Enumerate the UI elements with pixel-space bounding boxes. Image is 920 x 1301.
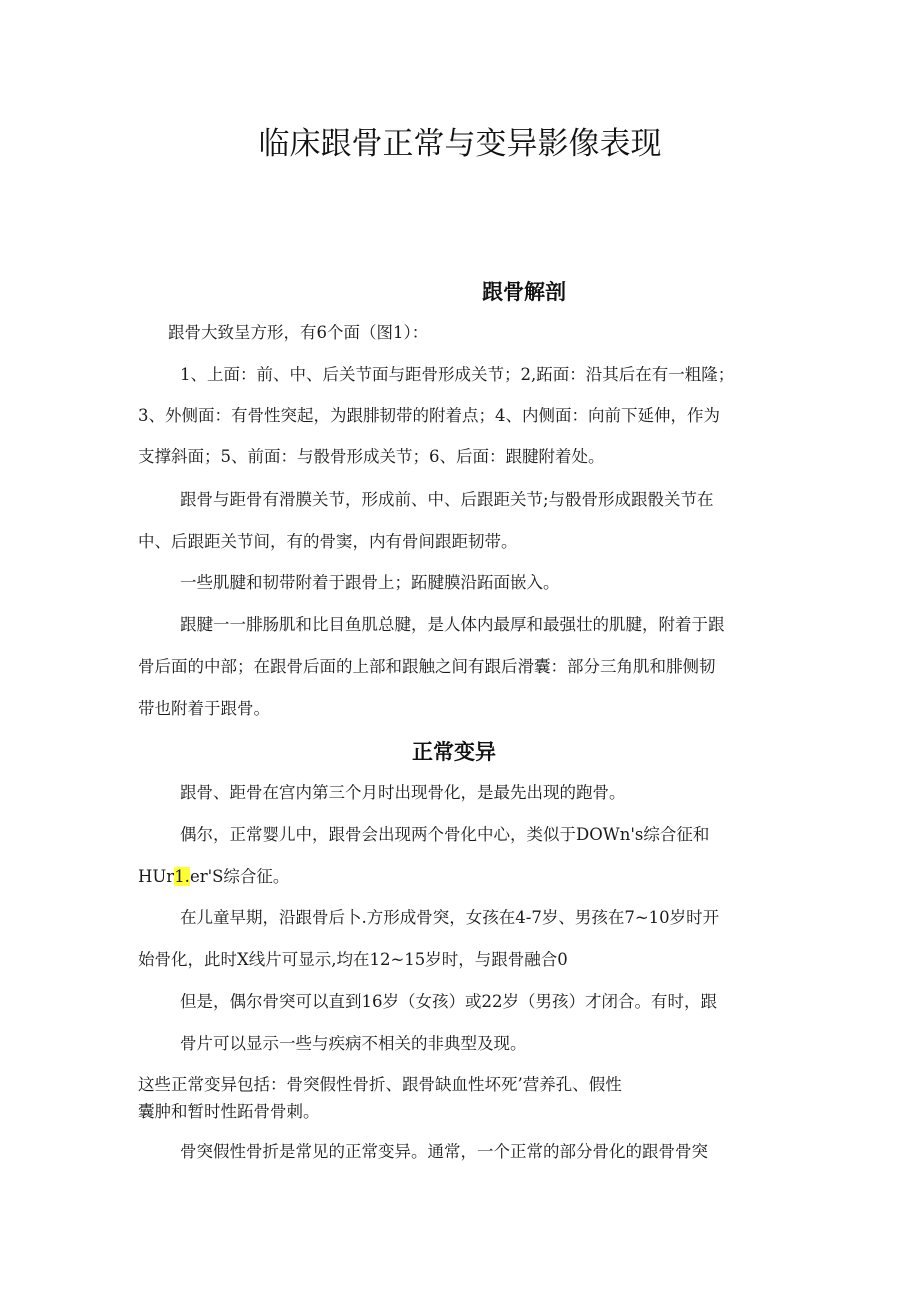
paragraph-line: 偶尔，正常婴儿中，跟骨会出现两个骨化中心，类似于DOWn's综合征和 (180, 825, 710, 844)
paragraph-line: 但是，偶尔骨突可以直到16岁（女孩）或22岁（男孩）才闭合。有时，跟 (180, 992, 717, 1011)
paragraph-line: 这些正常变异包括：骨突假性骨折、跟骨缺血性坏死’营养孔、假性 (138, 1075, 622, 1094)
paragraph-line (138, 866, 289, 888)
document-title: 临床跟骨正常与变异影像表现 (258, 126, 662, 162)
paragraph-line: 跟腱一一腓肠肌和比目鱼肌总腱，是人体内最厚和最强壮的肌腱，附着于跟 (180, 615, 725, 634)
paragraph-line: 骨片可以显示一些与疾病不相关的非典型及现。 (180, 1034, 527, 1053)
highlighted-text: 1. (174, 867, 190, 886)
section-heading-normal-variants: 正常变异 (412, 740, 496, 764)
paragraph-line: 始骨化，此时X线片可显示,均在12~15岁时，与跟骨融合0 (138, 950, 568, 969)
paragraph-line: 带也附着于跟骨。 (138, 699, 270, 718)
text-fragment: HUr (138, 867, 175, 886)
paragraph-line: 支撑斜面；5、前面：与骰骨形成关节；6、后面：跟腱附着处。 (138, 447, 605, 466)
paragraph-line: 跟骨、距骨在宫内第三个月时出现骨化，是最先出现的跑骨。 (180, 783, 626, 802)
text-fragment: er'S综合征。 (189, 867, 290, 886)
paragraph-line: 骨后面的中部；在跟骨后面的上部和跟触之间有跟后滑囊：部分三角肌和腓侧韧 (138, 657, 716, 676)
paragraph-line: 1、上面：前、中、后关节面与距骨形成关节；2,跖面：沿其后在有一粗隆； (180, 365, 735, 384)
section-heading-anatomy: 跟骨解剖 (482, 280, 566, 304)
paragraph-line: 一些肌腱和韧带附着于跟骨上；跖腱膜沿跖面嵌入。 (180, 573, 560, 592)
paragraph-line: 3、外侧面：有骨性突起，为跟腓韧带的附着点；4、内侧面：向前下延伸，作为 (138, 406, 720, 425)
paragraph-line: 中、后跟距关节间，有的骨窦，内有骨间跟距韧带。 (138, 532, 518, 551)
paragraph-line: 跟骨大致呈方形，有6个面（图1）： (168, 323, 429, 342)
paragraph-line: 跟骨与距骨有滑膜关节，形成前、中、后跟距关节;与骰骨形成跟骰关节在 (180, 490, 714, 509)
paragraph-line: 在儿童早期，沿跟骨后卜.方形成骨突，女孩在4-7岁、男孩在7~10岁时开 (180, 908, 720, 927)
paragraph-line: 骨突假性骨折是常见的正常变异。通常，一个正常的部分骨化的跟骨骨突 (180, 1142, 708, 1161)
paragraph-line: 囊肿和暂时性跖骨骨刺。 (138, 1102, 320, 1121)
